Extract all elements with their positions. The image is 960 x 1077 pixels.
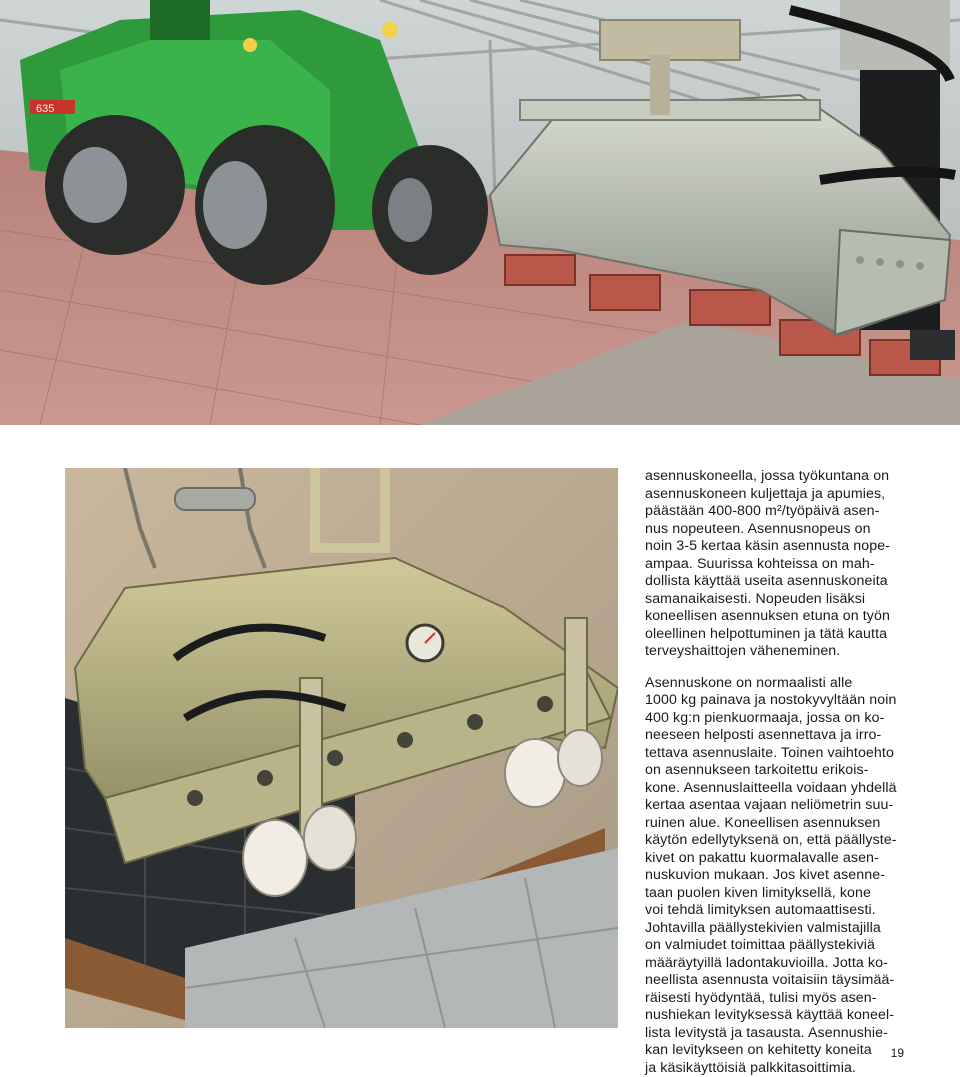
machine-badge-text: 635 (36, 103, 54, 115)
page-number: 19 (891, 1046, 904, 1060)
body-text-column (645, 468, 907, 1077)
top-photo-paving-machine (0, 0, 960, 425)
body-paragraph-1: asennuskoneella, jossa työkuntana on asennuskoneen kuljettaja ja apumies, päästään 400-800 m²/työpäivä asen- nus nopeuteen. Asennusnopeus on noin 3-5 kertaa käsin asennusta nope- ampaa. Suurissa kohteissa on mah- dollista käyttää useita asennuskoneita samanaikaisesti. Nopeuden lisäksi koneellisen asennuksen etuna on työn oleellinen helpottuminen ja tätä kautta terveyshaittojen väheneminen. (645, 468, 907, 661)
bottom-photo-laying-attachment (65, 468, 618, 1028)
body-paragraph-2: Asennuskone on normaalisti alle 1000 kg painava ja nostokyvyltään noin 400 kg:n pienkuormaaja, jossa on ko- neeseen helposti asennettava ja irro- tettava asennuslaite. Toinen vaihtoehto on asennukseen tarkoitettu erikois- kone. Asennuslaitteella voidaan yhdellä kertaa asentaa vajaan neliömetrin suu- ruinen alue. Koneellisen asennuksen käytön edellytyksenä on, että päällyste- kivet on pakattu kuormalavalle asen- nuskuvion mukaan. Jos kivet asenne- taan puolen kiven limityksellä, kone voi tehdä limityksen automaattisesti. Johtavilla päällystekivien valmistajilla on valmiudet toimittaa päällystekiviä määräytyillä ladontakuvioilla. Jotta ko- neellista asennusta voitaisiin täysimää- räisesti hyödyntää, tulisi myös asen- nushiekan levityksessä käyttää koneel- lista levitystä ja tasausta. Asennushie- kan levitykseen on kehitetty koneita ja käsikäyttöisiä palkkitasoittimia. (645, 675, 907, 1077)
